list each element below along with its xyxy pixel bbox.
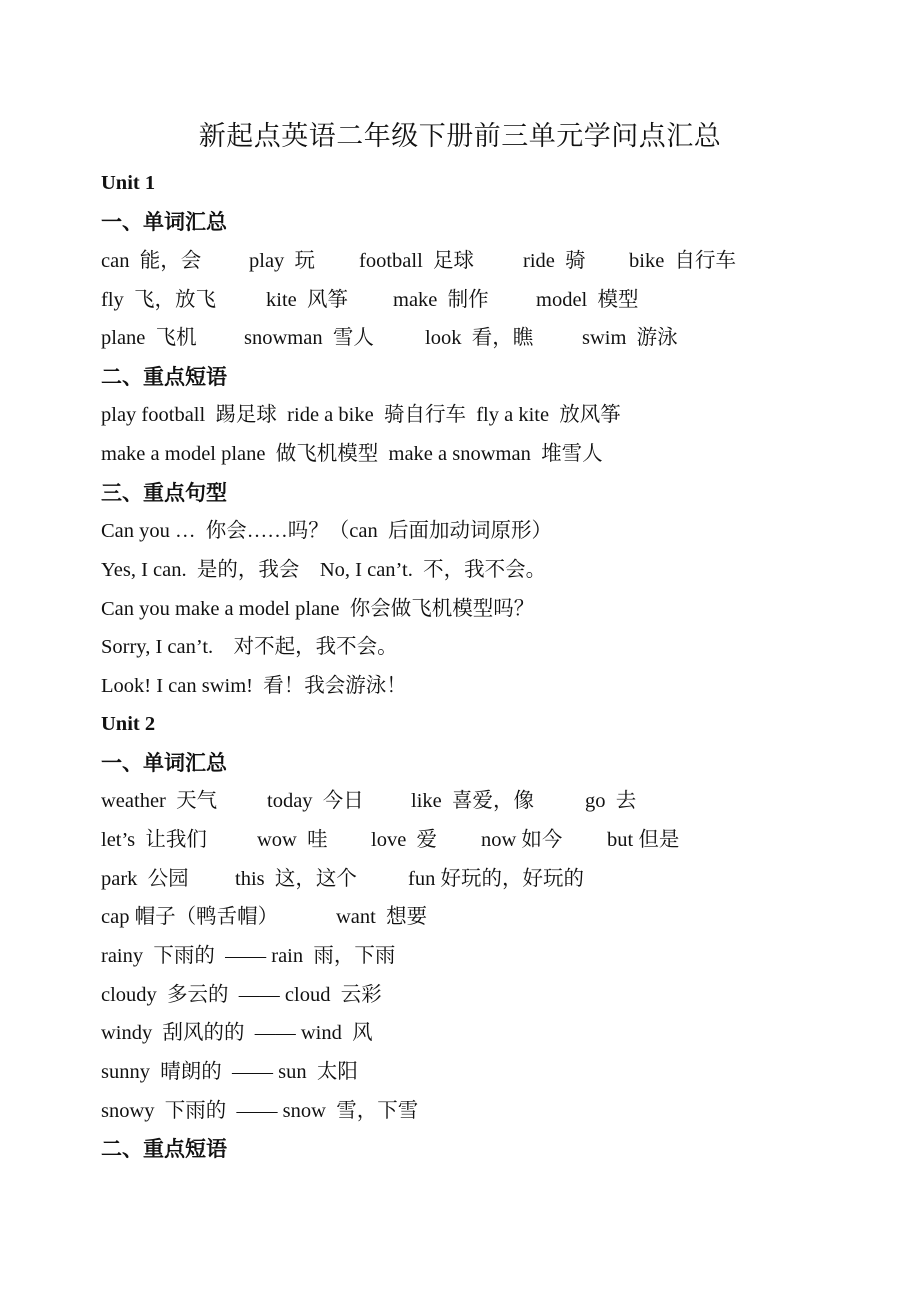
unit-heading: Unit 1 <box>101 172 156 194</box>
vocab-item: cap 帽子（鸭舌帽） <box>101 906 279 928</box>
vocab-item: make 制作 <box>393 289 489 311</box>
vocab-item: ride 骑 <box>523 250 586 272</box>
phrase-line: make a model plane 做飞机模型 make a snowman 堆雪人 <box>101 443 603 465</box>
section-heading-vocab: 一、单词汇总 <box>101 210 227 234</box>
weather-word-line: windy 刮风的的 —— wind 风 <box>101 1022 373 1044</box>
phrase-line: play football 踢足球 ride a bike 骑自行车 fly a kite 放风筝 <box>101 404 621 426</box>
vocab-item: kite 风筝 <box>266 289 348 311</box>
vocab-item: wow 哇 <box>257 829 328 851</box>
vocab-item: go 去 <box>585 790 637 812</box>
section-heading-vocab: 一、单词汇总 <box>101 751 227 775</box>
vocab-row <box>101 864 861 894</box>
weather-word-line: rainy 下雨的 —— rain 雨，下雨 <box>101 945 396 967</box>
vocab-item: look 看，瞧 <box>425 327 534 349</box>
vocab-item: can 能，会 <box>101 250 202 272</box>
vocab-item: swim 游泳 <box>582 327 678 349</box>
vocab-item: park 公园 <box>101 868 189 890</box>
section-heading-phrases: 二、重点短语 <box>101 1137 227 1161</box>
section-heading-sentences: 三、重点句型 <box>101 481 227 505</box>
sentence-line: Look! I can swim! 看！我会游泳！ <box>101 675 407 697</box>
section-heading-phrases: 二、重点短语 <box>101 365 227 389</box>
vocab-item: model 模型 <box>536 289 639 311</box>
vocab-row <box>101 902 861 932</box>
weather-word-line: cloudy 多云的 —— cloud 云彩 <box>101 984 382 1006</box>
vocab-item: fun 好玩的，好玩的 <box>408 868 584 890</box>
unit-heading: Unit 2 <box>101 713 156 735</box>
sentence-line: Yes, I can. 是的，我会 No, I can’t. 不，我不会。 <box>101 559 547 581</box>
vocab-item: this 这，这个 <box>235 868 357 890</box>
vocab-item: love 爱 <box>371 829 438 851</box>
vocab-item: weather 天气 <box>101 790 218 812</box>
vocab-item: want 想要 <box>336 906 428 928</box>
vocab-row <box>101 246 861 276</box>
vocab-item: like 喜爱，像 <box>411 790 534 812</box>
vocab-item: fly 飞，放飞 <box>101 289 217 311</box>
sentence-line: Can you … 你会……吗？（can 后面加动词原形） <box>101 520 552 542</box>
vocab-item: now 如今 <box>481 829 563 851</box>
vocab-row <box>101 285 861 315</box>
vocab-row <box>101 323 861 353</box>
weather-word-line: sunny 晴朗的 —— sun 太阳 <box>101 1061 358 1083</box>
vocab-row <box>101 786 861 816</box>
vocab-item: snowman 雪人 <box>244 327 374 349</box>
vocab-item: plane 飞机 <box>101 327 197 349</box>
weather-word-line: snowy 下雨的 —— snow 雪，下雪 <box>101 1100 419 1122</box>
sentence-line: Can you make a model plane 你会做飞机模型吗？ <box>101 598 535 620</box>
vocab-item: play 玩 <box>249 250 316 272</box>
vocab-row <box>101 825 861 855</box>
sentence-line: Sorry, I can’t. 对不起，我不会。 <box>101 636 398 658</box>
vocab-item: bike 自行车 <box>629 250 737 272</box>
document-title: 新起点英语二年级下册前三单元学问点汇总 <box>198 121 722 151</box>
vocab-item: let’s 让我们 <box>101 829 207 851</box>
vocab-item: football 足球 <box>359 250 475 272</box>
vocab-item: today 今日 <box>267 790 364 812</box>
vocab-item: but 但是 <box>607 829 680 851</box>
